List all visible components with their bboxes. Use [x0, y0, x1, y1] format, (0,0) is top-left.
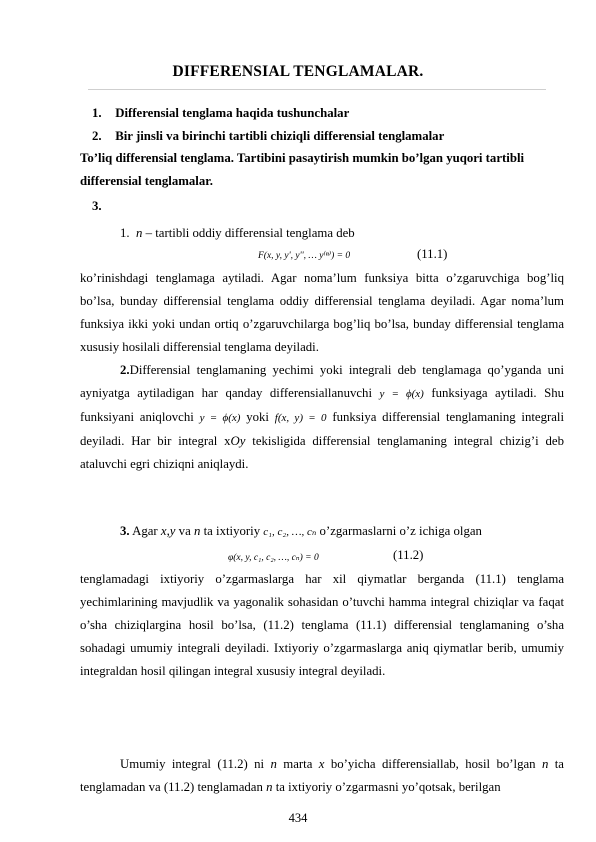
- section-1-lead: [120, 222, 520, 245]
- variables-xy: x,y: [160, 524, 176, 538]
- section-2-text: funksiya differensial tenglamaning integrali deyiladi. Har bir integral x: [80, 410, 565, 448]
- variable-n: n: [266, 780, 273, 794]
- page-number: 434: [288, 811, 308, 825]
- section-number: 3.: [120, 524, 130, 538]
- paragraph-text: ta ixtiyoriy o’zgarmasni yo’qotsak, berilgan: [275, 780, 501, 794]
- constants-list: c₁, c₂, …, cₙ: [263, 526, 317, 538]
- section-3-text: va: [178, 524, 191, 538]
- plane-name: Oy: [230, 434, 246, 448]
- formula-y-phi: y = ϕ(x): [379, 388, 424, 400]
- section-1-intro: – tartibli oddiy differensial tenglama deb: [145, 226, 355, 240]
- toc-item-number: 1.: [92, 106, 102, 120]
- paragraph-text: ta tenglamadan va (11.2) tenglamadan: [80, 757, 564, 794]
- section-number: 2.: [120, 363, 130, 377]
- variable-n: n: [270, 757, 277, 771]
- section-3-lead: [80, 520, 564, 544]
- toc-item-text: Differensial tenglama haqida tushunchalar: [115, 106, 350, 120]
- section-2-text: tekisligida differensial tenglamaning integral chizig’i deb ataluvchi egri chiziqni aniqlaydi.: [80, 434, 564, 471]
- section-3-text: Agar: [132, 524, 158, 538]
- formula-label-11-2: (11.2): [393, 548, 424, 562]
- page-title: DIFFERENSIAL TENGLAMALAR.: [172, 63, 424, 80]
- toc-item-number: 3.: [92, 199, 102, 213]
- toc-item-text: Bir jinsli va birinchi tartibli chiziqli differensial tenglamalar: [115, 129, 445, 143]
- section-2-text: Differensial tenglamaning yechimi yoki integrali deb tenglamaga qo’yganda uni ayniyatga aytiladigan har qanday differensiallanuvchi: [80, 363, 564, 400]
- section-2-paragraph: [80, 359, 564, 476]
- variable-n: n: [541, 757, 549, 771]
- variable-n: n: [193, 524, 201, 538]
- section-3-text: o’zgarmaslarni o’z ichiga olgan: [319, 524, 482, 538]
- section-2-text: funksiyaga aytiladi. Shu funksiyani aniqlovchi: [80, 386, 565, 424]
- paragraph-text: bo’yicha differensiallab, hosil bo’lgan: [330, 757, 536, 771]
- formula-11-1: F(x, y, y', y'', … y⁽ⁿ⁾) = 0: [258, 251, 351, 261]
- variable-x: x: [318, 757, 325, 771]
- toc-item-1: [92, 106, 349, 121]
- closing-paragraph: [80, 753, 564, 799]
- section-1-paragraph: ko’rinishdagi tenglamaga aytiladi. Agar noma’lum funksiya bitta o’zgaruvchiga bog’liq bo’lsa, bunday differensial tenglama oddiy differensial tenglama deyiladi. Agar noma’lum funksiya ikki yoki undan ortiq o’zgaruvchilarga bog’liq bo’lsa, bunday differensial tenglama xususiy hosilali differensial tenglama deyiladi.: [80, 271, 564, 354]
- section-number: 1.: [120, 226, 130, 240]
- toc-item-2: [92, 129, 444, 144]
- paragraph-text: marta: [283, 757, 313, 771]
- section-3-text: ta ixtiyoriy: [203, 524, 261, 538]
- toc-item-number: 2.: [92, 129, 102, 143]
- formula-f-xy: f(x, y) = 0: [274, 412, 327, 424]
- section-2-text: yoki: [246, 410, 269, 424]
- section-3-paragraph: tenglamadagi ixtiyoriy o’zgarmaslarga har xil qiymatlar berganda (11.1) tenglama yechimlarining mavjudlik va yagonalik sohasidan o’tuvchi hamma integral chiziqlar va faqat o’sha chiziqlargina hosil bo’lsa, (11.2) tenglama (11.1) differensial tenglamaning o’sha sohadagi umumiy integrali deyiladi. Ixtiyoriy o’zgarmaslarga aniq qiymatlar berib, umumiy integraldan hosil qilingan integral xususiy integral deyiladi.: [80, 572, 564, 678]
- formula-label-11-1: (11.1): [417, 247, 448, 261]
- toc-heading: To’liq differensial tenglama. Tartibini pasaytirish mumkin bo’lgan yuqori tartibli differensial tenglamalar.: [80, 151, 525, 188]
- paragraph-text: Umumiy integral (11.2) ni: [120, 757, 265, 771]
- toc-item-3: [92, 199, 112, 214]
- formula-11-2: φ(x, y, c₁, c₂, …, cₙ) = 0: [228, 553, 319, 563]
- formula-y-phi: y = ϕ(x): [199, 412, 241, 424]
- title-divider: [88, 89, 546, 90]
- variable-n: n: [136, 226, 143, 240]
